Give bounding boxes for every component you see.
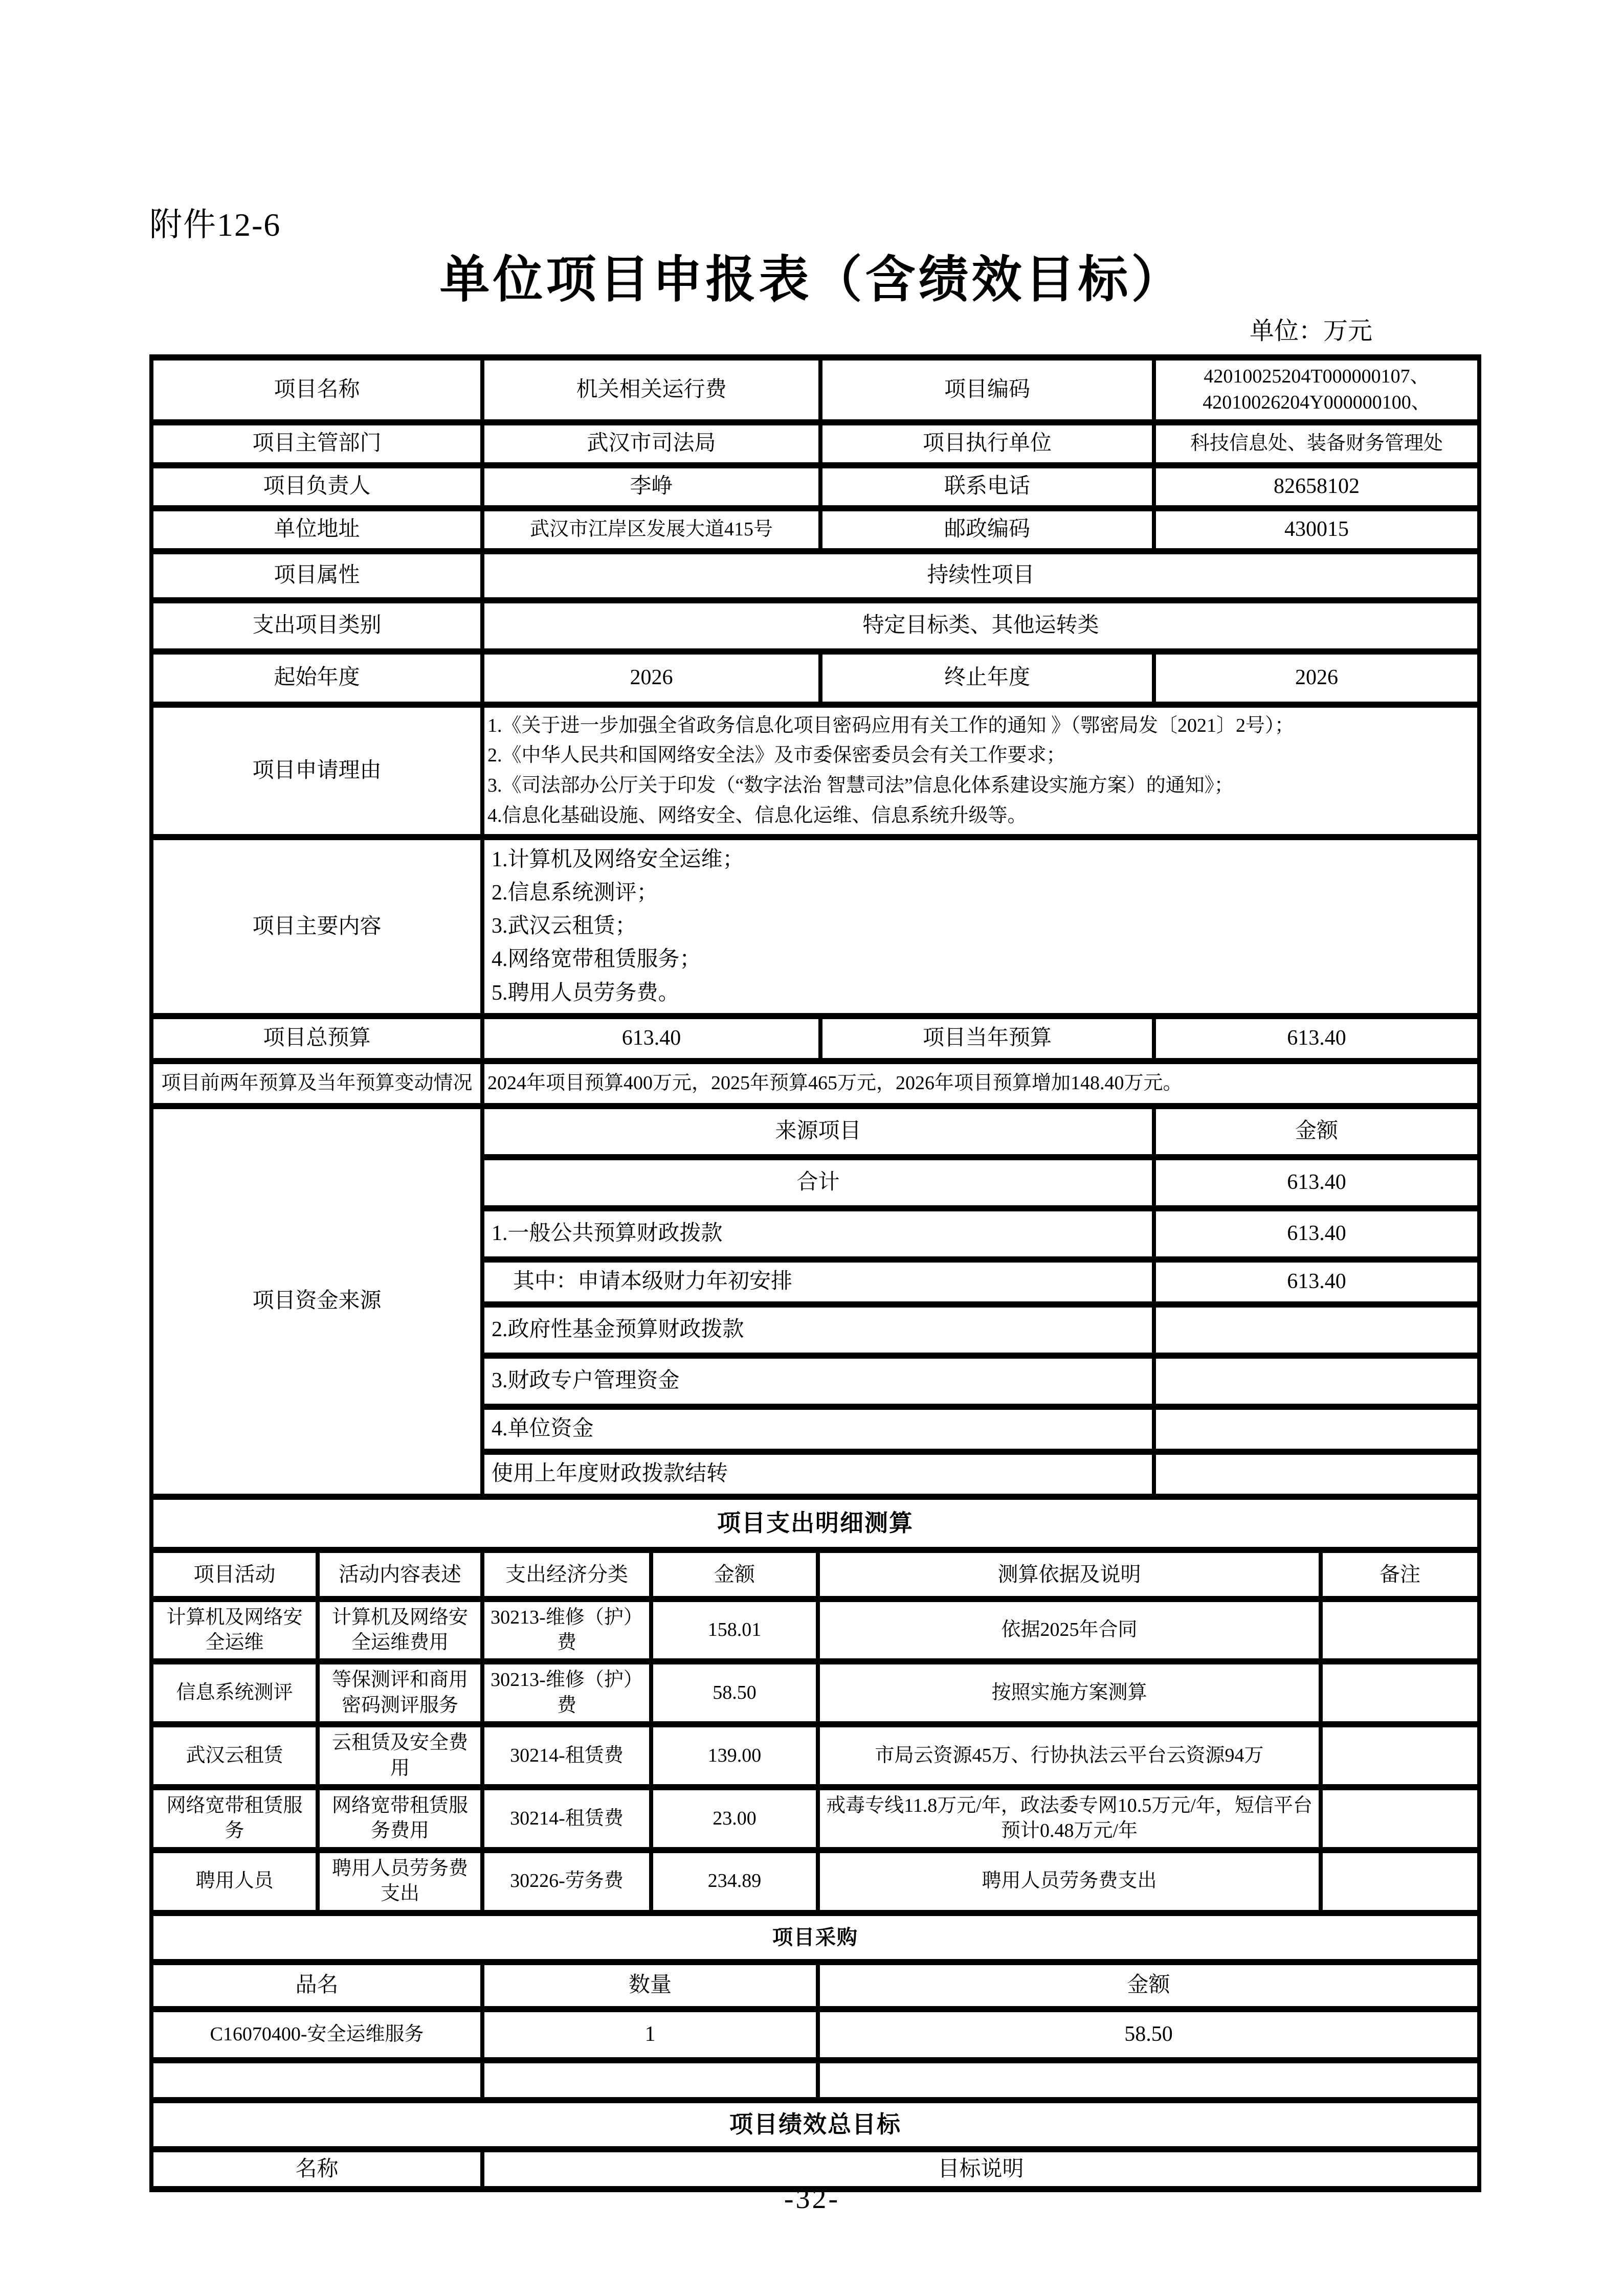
expense-basis: 市局云资源45万、行协执法云平台云资源94万 bbox=[818, 1724, 1321, 1787]
funding-amount-general-budget: 613.40 bbox=[1154, 1208, 1479, 1259]
procurement-amount: 58.50 bbox=[818, 2009, 1479, 2060]
expense-basis: 戒毒专线11.8万元/年，政法委专网10.5万元/年，短信平台预计0.48万元/年 bbox=[818, 1787, 1321, 1850]
basic-info-table bbox=[149, 354, 1481, 1553]
label-expense-category: 支出项目类别 bbox=[151, 600, 482, 651]
expense-category: 30213-维修（护）费 bbox=[482, 1661, 651, 1724]
funding-row-total: 合计 bbox=[482, 1157, 1154, 1208]
value-start-year: 2026 bbox=[482, 651, 820, 705]
funding-amount-gov-fund bbox=[1154, 1304, 1479, 1356]
funding-col-source: 来源项目 bbox=[482, 1106, 1154, 1157]
expense-category: 30213-维修（护）费 bbox=[482, 1599, 651, 1662]
table-row bbox=[151, 837, 1479, 1016]
label-main-content: 项目主要内容 bbox=[151, 837, 482, 1016]
table-row bbox=[151, 651, 1479, 705]
expense-category: 30214-租赁费 bbox=[482, 1787, 651, 1850]
label-project-name: 项目名称 bbox=[151, 357, 482, 422]
section-header-row bbox=[151, 1913, 1479, 1962]
expense-amount: 158.01 bbox=[651, 1599, 818, 1662]
content-line-4: 4.网络宽带租赁服务； bbox=[492, 948, 701, 972]
expense-category: 30214-租赁费 bbox=[482, 1724, 651, 1787]
project-code-line2: 42010026204Y000000100、 bbox=[1203, 392, 1431, 414]
content-line-1: 1.计算机及网络安全运维； bbox=[492, 848, 744, 872]
expense-amount: 58.50 bbox=[651, 1661, 818, 1724]
label-competent-dept: 项目主管部门 bbox=[151, 422, 482, 465]
expense-desc: 网络宽带租赁服务费用 bbox=[318, 1787, 482, 1850]
label-current-year-budget: 项目当年预算 bbox=[820, 1016, 1154, 1061]
expense-category: 30226-劳务费 bbox=[482, 1850, 651, 1913]
col-item-name: 品名 bbox=[151, 1962, 482, 2009]
col-economic-category: 支出经济分类 bbox=[482, 1550, 651, 1599]
table-row bbox=[151, 1106, 1479, 1157]
procurement-item-name: C16070400-安全运维服务 bbox=[151, 2009, 482, 2060]
reason-line-2: 2.《中华人民共和国网络安全法》及市委保密委员会有关工作要求； bbox=[487, 745, 1066, 767]
table-row bbox=[151, 1850, 1479, 1913]
performance-section-title: 项目绩效总目标 bbox=[151, 2100, 1479, 2149]
table-row bbox=[151, 705, 1479, 838]
expense-activity: 信息系统测评 bbox=[151, 1661, 318, 1724]
procurement-quantity: 1 bbox=[482, 2009, 818, 2060]
table-row bbox=[151, 508, 1479, 551]
value-project-attribute: 持续性项目 bbox=[482, 551, 1479, 600]
content-line-3: 3.武汉云租赁； bbox=[492, 914, 637, 938]
label-unit-address: 单位地址 bbox=[151, 508, 482, 551]
label-end-year: 终止年度 bbox=[820, 651, 1154, 705]
funding-row-unit-fund: 4.单位资金 bbox=[482, 1407, 1154, 1452]
unit-note: 单位：万元 bbox=[1249, 318, 1372, 345]
col-note: 备注 bbox=[1321, 1550, 1479, 1599]
table-row bbox=[151, 551, 1479, 600]
col-amount: 金额 bbox=[651, 1550, 818, 1599]
reason-line-1: 1.《关于进一步加强全省政务信息化项目密码应用有关工作的通知 》（鄂密局发〔2021〕2号）； bbox=[487, 714, 1295, 736]
expense-amount: 23.00 bbox=[651, 1787, 818, 1850]
col-quantity: 数量 bbox=[482, 1962, 818, 2009]
label-executing-unit: 项目执行单位 bbox=[820, 422, 1154, 465]
performance-name-label: 名称 bbox=[151, 2149, 482, 2190]
value-current-year-budget: 613.40 bbox=[1154, 1016, 1479, 1061]
section-header-row bbox=[151, 1497, 1479, 1550]
performance-desc-label: 目标说明 bbox=[482, 2149, 1479, 2190]
funding-amount-special-account bbox=[1154, 1356, 1479, 1407]
expense-activity: 网络宽带租赁服务 bbox=[151, 1787, 318, 1850]
project-code-line1: 42010025204T000000107、 bbox=[1204, 366, 1430, 387]
table-row bbox=[151, 422, 1479, 465]
funding-row-general-budget: 1.一般公共预算财政拨款 bbox=[482, 1208, 1154, 1259]
label-budget-change: 项目前两年预算及当年预算变动情况 bbox=[151, 1061, 482, 1106]
expense-desc: 等保测评和商用密码测评服务 bbox=[318, 1661, 482, 1724]
label-postal-code: 邮政编码 bbox=[820, 508, 1154, 551]
application-form-table bbox=[149, 354, 1477, 2192]
funding-row-local-initial: 其中：申请本级财力年初安排 bbox=[482, 1259, 1154, 1304]
funding-amount-total: 613.40 bbox=[1154, 1157, 1479, 1208]
table-header-row bbox=[151, 1962, 1479, 2009]
content-line-2: 2.信息系统测评； bbox=[492, 881, 658, 905]
expense-basis: 依据2025年合同 bbox=[818, 1599, 1321, 1662]
label-project-leader: 项目负责人 bbox=[151, 465, 482, 508]
label-contact-phone: 联系电话 bbox=[820, 465, 1154, 508]
label-project-code: 项目编码 bbox=[820, 357, 1154, 422]
value-competent-dept: 武汉市司法局 bbox=[482, 422, 820, 465]
expense-desc: 云租赁及安全费用 bbox=[318, 1724, 482, 1787]
expense-basis: 按照实施方案测算 bbox=[818, 1661, 1321, 1724]
label-start-year: 起始年度 bbox=[151, 651, 482, 705]
value-expense-category: 特定目标类、其他运转类 bbox=[482, 600, 1479, 651]
procurement-table bbox=[149, 1959, 1481, 2152]
col-calc-basis: 测算依据及说明 bbox=[818, 1550, 1321, 1599]
table-row bbox=[151, 357, 1479, 422]
expense-note bbox=[1321, 1724, 1479, 1787]
procurement-amount bbox=[818, 2060, 1479, 2100]
expense-desc: 计算机及网络安全运维费用 bbox=[318, 1599, 482, 1662]
expense-detail-table bbox=[149, 1547, 1481, 1965]
section-header-row bbox=[151, 2100, 1479, 2149]
value-budget-change: 2024年项目预算400万元，2025年预算465万元，2026年项目预算增加148.40万元。 bbox=[482, 1061, 1479, 1106]
expense-activity: 聘用人员 bbox=[151, 1850, 318, 1913]
attachment-label: 附件12-6 bbox=[149, 207, 281, 243]
value-project-code bbox=[1154, 357, 1479, 422]
expense-note bbox=[1321, 1599, 1479, 1662]
funding-col-amount: 金额 bbox=[1154, 1106, 1479, 1157]
expense-note bbox=[1321, 1787, 1479, 1850]
page-number: -32- bbox=[784, 2183, 840, 2215]
funding-amount-unit-fund bbox=[1154, 1407, 1479, 1452]
funding-row-carryover: 使用上年度财政拨款结转 bbox=[482, 1452, 1154, 1497]
content-line-5: 5.聘用人员劳务费。 bbox=[492, 981, 680, 1005]
table-row bbox=[151, 465, 1479, 508]
expense-activity: 计算机及网络安全运维 bbox=[151, 1599, 318, 1662]
page-title: 单位项目申报表（含绩效目标） bbox=[439, 253, 1185, 308]
expense-basis: 聘用人员劳务费支出 bbox=[818, 1850, 1321, 1913]
label-project-attribute: 项目属性 bbox=[151, 551, 482, 600]
funding-row-special-account: 3.财政专户管理资金 bbox=[482, 1356, 1154, 1407]
expense-section-title: 项目支出明细测算 bbox=[151, 1497, 1479, 1550]
value-postal-code: 430015 bbox=[1154, 508, 1479, 551]
value-project-name: 机关相关运行费 bbox=[482, 357, 820, 422]
label-funding-source: 项目资金来源 bbox=[151, 1106, 482, 1497]
value-executing-unit: 科技信息处、装备财务管理处 bbox=[1154, 422, 1479, 465]
table-row bbox=[151, 2009, 1479, 2060]
expense-note bbox=[1321, 1661, 1479, 1724]
value-unit-address: 武汉市江岸区发展大道415号 bbox=[482, 508, 820, 551]
col-activity: 项目活动 bbox=[151, 1550, 318, 1599]
procurement-item-name bbox=[151, 2060, 482, 2100]
expense-desc: 聘用人员劳务费支出 bbox=[318, 1850, 482, 1913]
table-row bbox=[151, 1599, 1479, 1662]
funding-amount-carryover bbox=[1154, 1452, 1479, 1497]
expense-note bbox=[1321, 1850, 1479, 1913]
label-application-reason: 项目申请理由 bbox=[151, 705, 482, 838]
reason-line-4: 4.信息化基础设施、网络安全、信息化运维、信息系统升级等。 bbox=[487, 805, 1027, 827]
funding-row-gov-fund: 2.政府性基金预算财政拨款 bbox=[482, 1304, 1154, 1356]
table-row bbox=[151, 600, 1479, 651]
funding-amount-local-initial: 613.40 bbox=[1154, 1259, 1479, 1304]
table-row bbox=[151, 1016, 1479, 1061]
value-project-leader: 李峥 bbox=[482, 465, 820, 508]
expense-activity: 武汉云租赁 bbox=[151, 1724, 318, 1787]
table-row bbox=[151, 1787, 1479, 1850]
value-application-reason bbox=[482, 705, 1479, 838]
expense-amount: 234.89 bbox=[651, 1850, 818, 1913]
value-total-budget: 613.40 bbox=[482, 1016, 820, 1061]
col-activity-desc: 活动内容表述 bbox=[318, 1550, 482, 1599]
table-row bbox=[151, 1061, 1479, 1106]
label-total-budget: 项目总预算 bbox=[151, 1016, 482, 1061]
col-proc-amount: 金额 bbox=[818, 1962, 1479, 2009]
procurement-section-title: 项目采购 bbox=[151, 1913, 1479, 1962]
table-header-row bbox=[151, 1550, 1479, 1599]
table-row bbox=[151, 2060, 1479, 2100]
value-main-content bbox=[482, 837, 1479, 1016]
table-row bbox=[151, 1661, 1479, 1724]
expense-amount: 139.00 bbox=[651, 1724, 818, 1787]
table-row bbox=[151, 1724, 1479, 1787]
value-end-year: 2026 bbox=[1154, 651, 1479, 705]
procurement-quantity bbox=[482, 2060, 818, 2100]
reason-line-3: 3.《司法部办公厅关于印发（“数字法治 智慧司法”信息化体系建设实施方案）的通知》； bbox=[487, 775, 1234, 797]
value-contact-phone: 82658102 bbox=[1154, 465, 1479, 508]
